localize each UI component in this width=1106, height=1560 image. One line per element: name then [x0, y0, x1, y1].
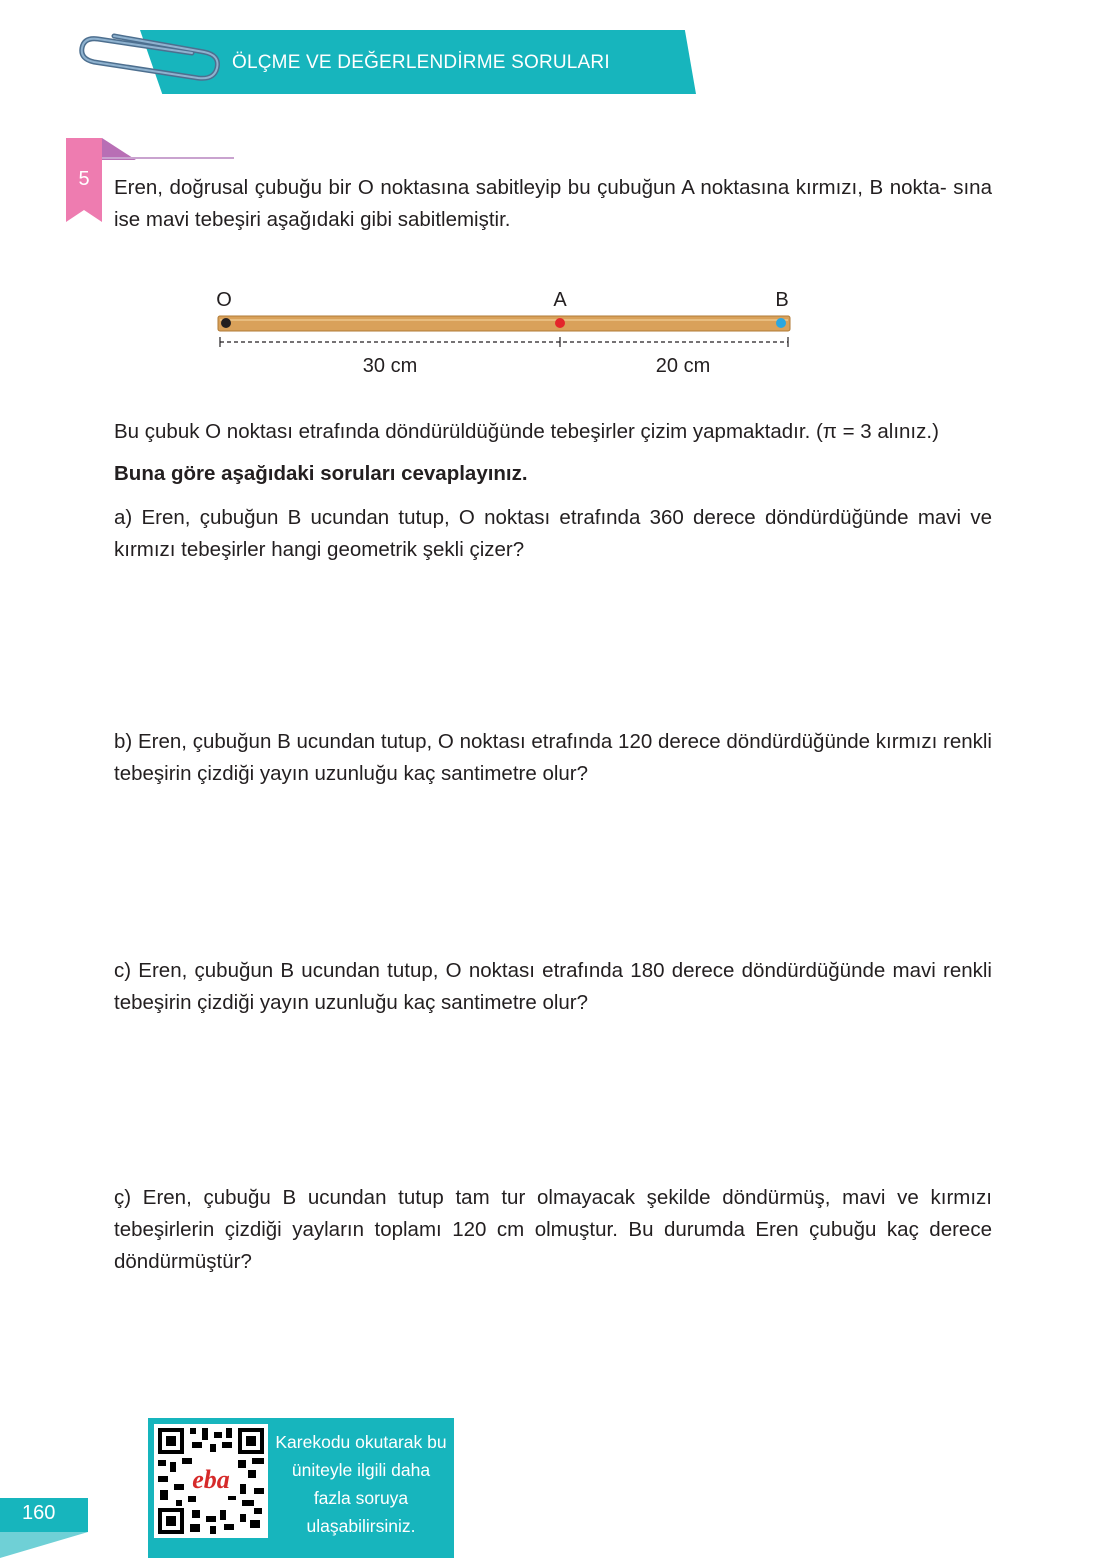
label-o: O [216, 289, 232, 311]
paperclip-icon [74, 22, 224, 92]
qr-box [148, 1418, 454, 1558]
rod-figure [200, 280, 820, 390]
part-d-text: ç) Eren, çubuğu B ucundan tutup tam tur olmayacak şekilde döndürmüş, mavi ve kırmızı tebeşirlerin çizdiği yayların toplamı 120 cm olmuştur. Bu durumda Eren çubuğu kaç derece döndürmüştür? [114, 1186, 992, 1273]
question-context: Bu çubuk O noktası etrafında döndürüldüğünde tebeşirler çizim yapmaktadır. (π = 3 alınız.) [114, 420, 939, 443]
question-instruction: Buna göre aşağıdaki soruları cevaplayınız. [114, 462, 528, 485]
question-intro: Eren, doğrusal çubuğu bir O noktasına sabitleyip bu çubuğun A noktasına kırmızı, B nokta- sına ise mavi tebeşiri aşağıdaki gibi sabitlemiştir. [114, 176, 992, 231]
qr-code[interactable] [154, 1424, 268, 1538]
wooden-rod [218, 316, 790, 331]
point-b-blue-chalk [776, 318, 786, 328]
part-a-text: a) Eren, çubuğun B ucundan tutup, O noktası etrafında 360 derece döndürdüğünde mavi ve kırmızı tebeşirler hangi geometrik şekli çizer? [114, 506, 992, 561]
distance-oa: 30 cm [362, 355, 418, 377]
question-divider [102, 157, 234, 159]
question-number: 5 [78, 168, 90, 190]
qr-caption: Karekodu okutarak bu üniteyle ilgili daha fazla soruya ulaşabilirsiniz. [275, 1432, 447, 1536]
part-c-text: c) Eren, çubuğun B ucundan tutup, O noktası etrafında 180 derece döndürdüğünde mavi renkli tebeşirin çizdiği yayın uzunluğu kaç santimetre olur? [114, 959, 992, 1014]
eba-logo: eba [192, 1465, 230, 1494]
label-b: B [775, 289, 789, 311]
qr-pattern [154, 1424, 268, 1538]
label-a: A [553, 289, 567, 311]
distance-ab: 20 cm [655, 355, 711, 377]
point-o [221, 318, 231, 328]
part-b-text: b) Eren, çubuğun B ucundan tutup, O noktası etrafında 120 derece döndürdüğünde kırmızı renkli tebeşirin çizdiği yayın uzunluğu kaç santimetre olur? [114, 730, 992, 785]
page-number: 160 [22, 1502, 56, 1524]
point-a-red-chalk [555, 318, 565, 328]
section-title: ÖLÇME VE DEĞERLENDİRME SORULARI [232, 52, 610, 73]
